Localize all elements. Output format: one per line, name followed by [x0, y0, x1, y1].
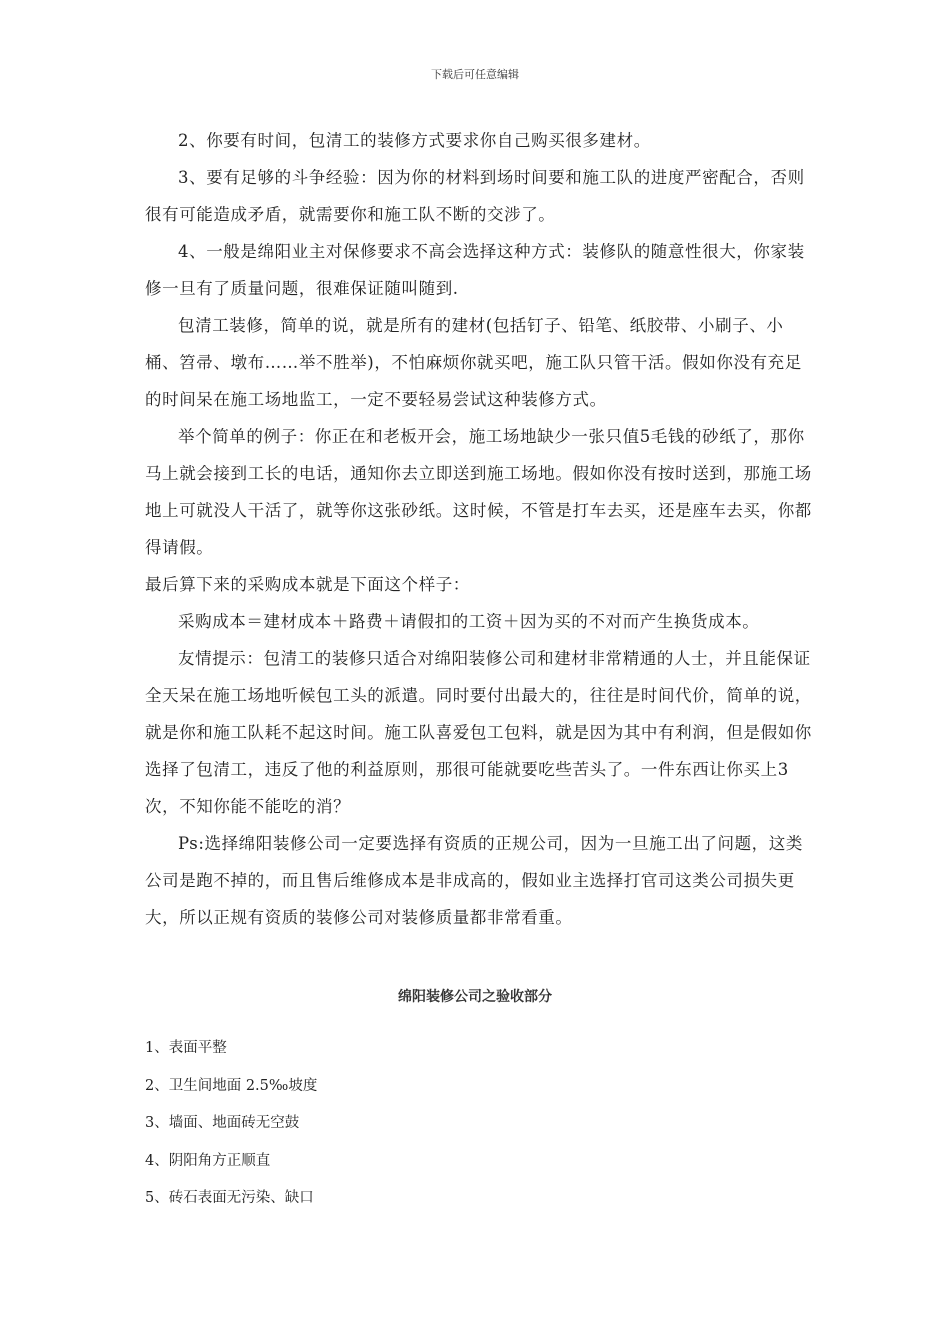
- paragraph-warranty-expectation: 4、一般是绵阳业主对保修要求不高会选择这种方式：装修队的随意性很大，你家装修一旦有了质量问题，很难保证随叫随到.: [145, 242, 805, 298]
- page-header-note: 下载后可任意编辑: [431, 68, 519, 81]
- checklist-item: 3、墙面、地面砖无空鼓: [145, 1115, 300, 1131]
- acceptance-checklist: [145, 1030, 745, 1218]
- paragraph-time-requirement: 2、你要有时间，包清工的装修方式要求你自己购买很多建材。: [178, 131, 651, 150]
- paragraph-cost-formula: 采购成本＝建材成本＋路费＋请假扣的工资＋因为买的不对而产生换货成本。: [178, 612, 760, 631]
- checklist-item: 1、表面平整: [145, 1040, 227, 1056]
- checklist-item: 4、阴阳角方正顺直: [145, 1152, 271, 1169]
- paragraph-ps-note: Ps:选择绵阳装修公司一定要选择有资质的正规公司，因为一旦施工出了问题，这类公司是跑不掉的，而且售后维修成本是非成高的，假如业主选择打官司这类公司损失更大，所以正规有资质的装修公司对装修质量都非常看重。: [145, 834, 803, 927]
- paragraph-sandpaper-example: 举个简单的例子：你正在和老板开会，施工场地缺少一张只值5毛钱的砂纸了，那你马上就会接到工长的电话，通知你去立即送到施工场地。假如你没有按时送到，那施工场地上可就没人干活了，就等你这张砂纸。这时候，不管是打车去买，还是座车去买，你都得请假。: [145, 427, 812, 557]
- paragraph-friendly-tip: 友情提示：包清工的装修只适合对绵阳装修公司和建材非常精通的人士，并且能保证全天呆在施工场地听候包工头的派遣。同时要付出最大的，往往是时间代价，简单的说，就是你和施工队耗不起这时间。施工队喜爱包工包料，就是因为其中有利润，但是假如你选择了包清工，违反了他的利益原则，那很可能就要吃些苦头了。一件东西让你买上3次，不知你能不能吃的消？: [145, 649, 812, 816]
- checklist-item: 5、砖石表面无污染、缺口: [145, 1190, 314, 1206]
- paragraph-negotiation-experience: 3、要有足够的斗争经验：因为你的材料到场时间要和施工队的进度严密配合，否则很有可能造成矛盾，就需要你和施工队不断的交涉了。: [145, 168, 805, 224]
- paragraph-labor-only-definition: 包清工装修，简单的说，就是所有的建材(包括钉子、铅笔、纸胶带、小刷子、小桶、笤帚、墩布……举不胜举)，不怕麻烦你就买吧，施工队只管干活。假如你没有充足的时间呆在施工场地监工，一定不要轻易尝试这种装修方式。: [145, 316, 802, 409]
- paragraph-cost-intro: 最后算下来的采购成本就是下面这个样子：: [145, 575, 470, 594]
- body-text: [145, 122, 815, 936]
- checklist-item: 2、卫生间地面 2.5‰坡度: [145, 1077, 318, 1094]
- section-title: 绵阳装修公司之验收部分: [398, 989, 552, 1005]
